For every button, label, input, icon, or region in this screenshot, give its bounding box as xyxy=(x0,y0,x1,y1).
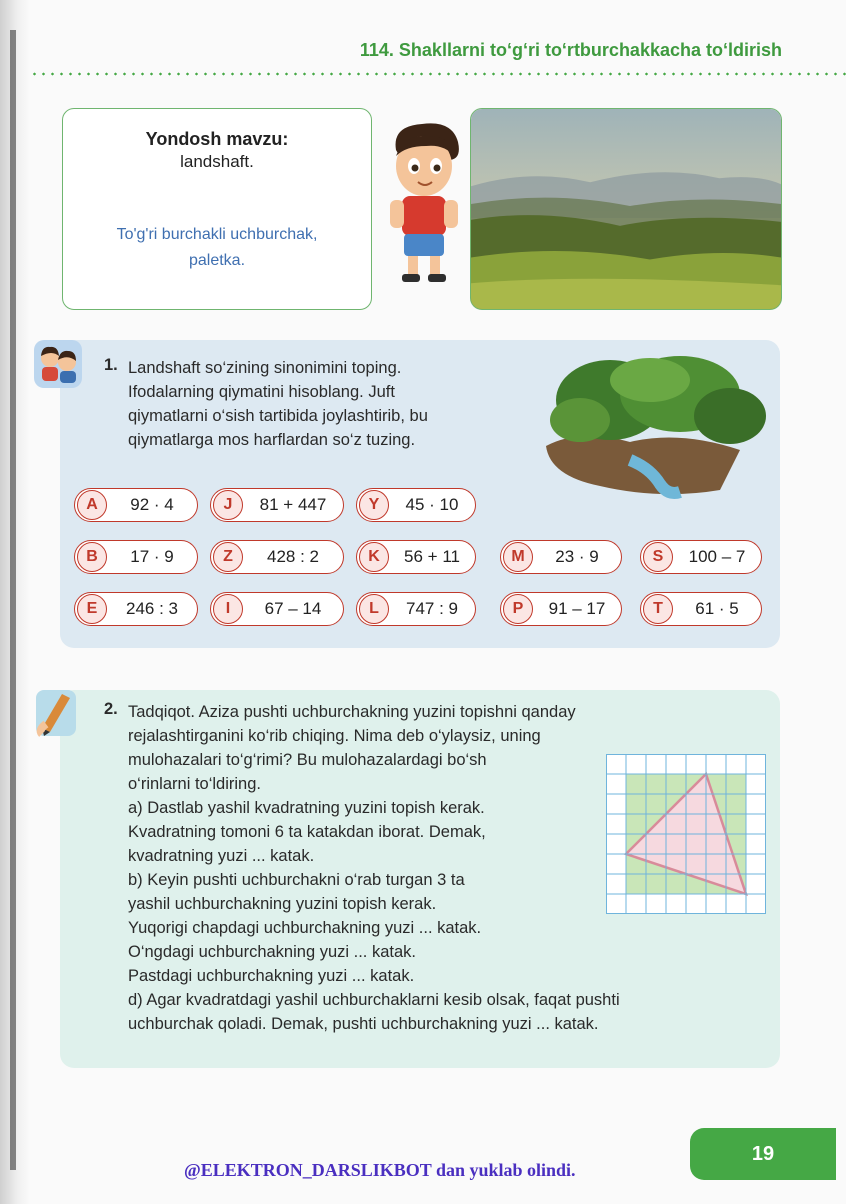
task-2-line: Pastdagi uchburchakning yuzi ... katak. xyxy=(128,967,415,985)
task-2-line: kvadratning yuzi ... katak. xyxy=(128,847,315,865)
page-spine-shadow xyxy=(10,30,16,1170)
expression-letter: Z xyxy=(213,542,243,572)
related-topic-title: Yondosh mavzu: xyxy=(145,129,289,149)
expression-card xyxy=(210,540,344,574)
expression-value: 61 · 5 xyxy=(695,599,739,618)
expression-card xyxy=(356,488,476,522)
expression-value: 747 : 9 xyxy=(406,599,458,618)
expression-letter: E xyxy=(77,594,107,624)
tools-line-2: paletka. xyxy=(188,252,246,269)
task-1-line: qiymatlarga mos harflardan so‘z tuzing. xyxy=(128,431,416,449)
task-1-text xyxy=(128,356,428,452)
task-1-line: Landshaft so‘zining sinonimini toping. xyxy=(128,359,402,377)
task-2-line: yashil uchburchakning yuzini topish kerak. xyxy=(128,895,437,913)
expression-card xyxy=(210,488,344,522)
expression-card xyxy=(500,540,622,574)
expression-letter: K xyxy=(359,542,389,572)
related-topic-box xyxy=(62,108,372,310)
expression-card xyxy=(74,488,198,522)
dotted-divider xyxy=(30,72,846,76)
expression-value: 81 + 447 xyxy=(259,495,327,514)
footer-watermark: @ELEKTRON_DARSLIKBOT dan yuklab olindi. xyxy=(184,1160,576,1180)
task-2-text xyxy=(128,700,620,1036)
task-1-line: qiymatlarni o‘sish tartibida joylashtirib, bu xyxy=(128,407,428,425)
expression-value: 92 · 4 xyxy=(130,495,174,514)
expression-value: 17 · 9 xyxy=(130,547,174,566)
expression-value: 56 + 11 xyxy=(404,547,460,566)
expression-letter: P xyxy=(503,594,533,624)
research-pen-icon xyxy=(32,684,80,742)
expression-letter: B xyxy=(77,542,107,572)
task-2-line: Yuqorigi chapdagi uchburchakning yuzi ... katak. xyxy=(128,919,482,937)
landscape-photo xyxy=(470,108,782,310)
task-1-number: 1. xyxy=(104,356,118,374)
grid-triangle-figure xyxy=(606,754,766,914)
boy-illustration xyxy=(382,120,466,290)
expression-card xyxy=(74,540,198,574)
task-2-line: uchburchak qoladi. Demak, pushti uchburchakning yuzi ... katak. xyxy=(128,1015,599,1033)
task-2-line: o‘rinlarni to‘ldiring. xyxy=(128,775,261,793)
expression-value: 428 : 2 xyxy=(267,547,319,566)
expression-card xyxy=(640,592,762,626)
task-2-line: Tadqiqot. Aziza pushti uchburchakning yuzini topishni qanday xyxy=(128,703,576,721)
page-number: 19 xyxy=(690,1128,836,1180)
related-topic-subtitle: landshaft. xyxy=(180,152,254,171)
task-2-line: rejalashtirganini ko‘rib chiqing. Nima deb o‘ylaysiz, uning xyxy=(128,727,541,745)
expression-card xyxy=(74,592,198,626)
tools-line-1: To'g'ri burchakli uchburchak, xyxy=(116,226,318,243)
expression-letter: S xyxy=(643,542,673,572)
task-2-line: mulohazalari to‘g‘rimi? Bu mulohazalardagi bo‘sh xyxy=(128,751,487,769)
expression-value: 67 – 14 xyxy=(264,599,322,618)
page-title: 114. Shakllarni to‘g‘ri to‘rtburchakkacha to‘ldirish xyxy=(359,40,782,60)
expression-letter: T xyxy=(643,594,673,624)
task-2-line: O‘ngdagi uchburchakning yuzi ... katak. xyxy=(128,943,417,961)
task-2-number: 2. xyxy=(104,700,118,718)
task-1-line: Ifodalarning qiymatini hisoblang. Juft xyxy=(128,383,395,401)
expression-value: 100 – 7 xyxy=(688,547,746,566)
expression-letter: I xyxy=(213,594,243,624)
related-topic-tools xyxy=(63,222,371,274)
expression-letter: J xyxy=(213,490,243,520)
expression-letter: M xyxy=(503,542,533,572)
expression-letter: Y xyxy=(359,490,389,520)
task-2-line: d) Agar kvadratdagi yashil uchburchaklarni kesib olsak, faqat pushti xyxy=(128,991,620,1009)
landscape-tree-illustration xyxy=(540,350,770,500)
expression-card xyxy=(356,540,476,574)
task-2-line: a) Dastlab yashil kvadratning yuzini topish kerak. xyxy=(128,799,485,817)
expression-value: 246 : 3 xyxy=(126,599,178,618)
expression-value: 45 · 10 xyxy=(405,495,459,514)
expression-card xyxy=(640,540,762,574)
task-2-line: Kvadratning tomoni 6 ta katakdan iborat. Demak, xyxy=(128,823,486,841)
expression-value: 91 – 17 xyxy=(548,599,606,618)
expression-card xyxy=(356,592,476,626)
expression-letter: L xyxy=(359,594,389,624)
expression-card xyxy=(210,592,344,626)
expression-value: 23 · 9 xyxy=(555,547,599,566)
expression-letter: A xyxy=(77,490,107,520)
task-2-line: b) Keyin pushti uchburchakni o‘rab turgan 3 ta xyxy=(128,871,465,889)
expression-card xyxy=(500,592,622,626)
kids-discussion-icon xyxy=(30,336,86,392)
